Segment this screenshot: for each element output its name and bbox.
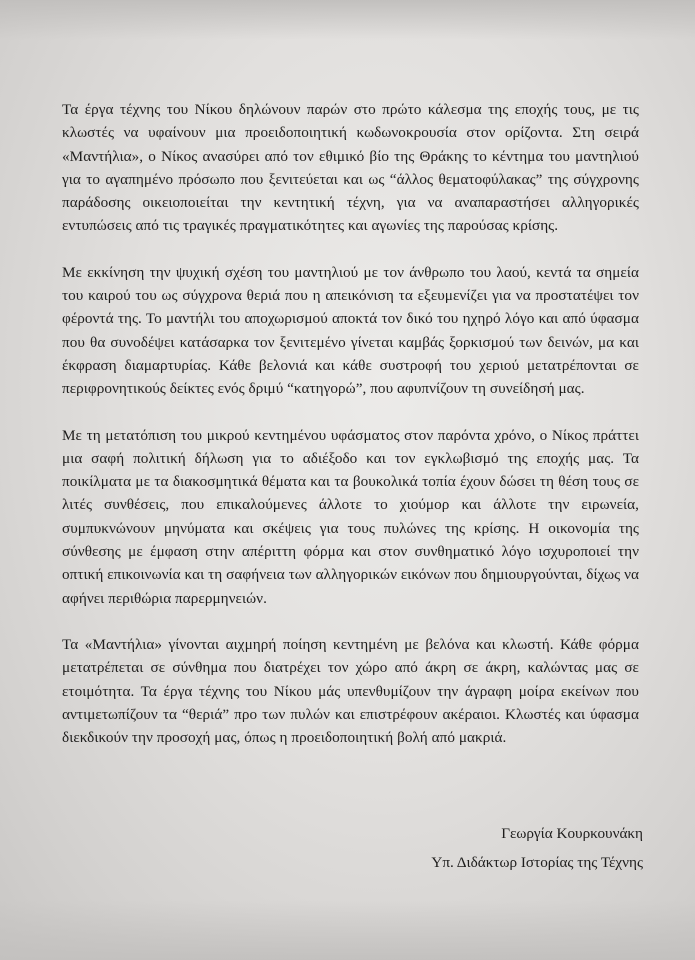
author-name: Γεωργία Κουρκουνάκη [501,825,643,842]
author-title: Υπ. Διδάκτωρ Ιστορίας της Τέχνης [431,854,643,871]
paragraph-2: Με εκκίνηση την ψυχική σχέση του μαντηλιού με τον άνθρωπο του λαού, κεντά τα σημεία του καιρού του ως σύγχρονα θεριά που η απεικόνιση τα εξευμενίζει για να προστατέψει τον φέροντά της. Το μαντήλι του αποχωρισμού αποκτά τον δικό του ηχηρό λόγο και από ύφασμα που θα συνοδέψει κατάσαρκα τον ξενιτεμένο γίνεται καμβάς ξορκισμού των δεινών, μα και έκφραση διαμαρτυρίας. Κάθε βελονιά και κάθε συστροφή του χεριού μετατρέπονται σε περιφρονητικούς δείκτες ενός δριμύ “κατηγορώ”, που αφυπνίζουν τη συνείδησή μας. [62,263,639,398]
signature-block [343,819,643,877]
paragraph-3: Με τη μετατόπιση του μικρού κεντημένου υφάσματος στον παρόντα χρόνο, ο Νίκος πράττει μια σαφή πολιτική δήλωση για το αδιέξοδο και τον εγκλωβισμό της εποχής μας. Τα ποικίλματα με τα διακοσμητικά θέματα και τα βουκολικά τοπία έχουν δώσει τη θέση τους σε λιτές συνθέσεις, που επικαλούμενες άλλοτε το χιούμορ και άλλοτε την ειρωνεία, συμπυκνώνουν μηνύματα και σκέψεις για τους πυλώνες της κρίσης. Η οικονομία της σύνθεσης με έμφαση στην απέριττη φόρμα και στον συνθηματικό λόγο ισχυροποιεί την οπτική επικοινωνία και τη σαφήνεια των αλληγορικών εικόνων που δημιουργούνται, δίχως να αφήνει περιθώρια παρερμηνειών. [62,426,639,607]
paragraph-1: Τα έργα τέχνης του Νίκου δηλώνουν παρών στο πρώτο κάλεσμα της εποχής τους, με τις κλωστές να υφαίνουν μια προειδοποιητική κωδωνοκρουσία στον ορίζοντα. Στη σειρά «Μαντήλια», ο Νίκος ανασύρει από τον εθιμικό βίο της Θράκης το κέντημα του μαντηλιού για το αγαπημένο πρόσωπο που ξενιτεύεται και ως “άλλος θεματοφύλακας” της σύγχρονης παράδοσης οικειοποιείται την κεντητική τέχνη, για να αναπαραστήσει αλληγορικές εντυπώσεις από τις τραγικές πραγματικότητες και αγωνίες της παρούσας κρίσης. [62,101,639,235]
paragraph-4: Τα «Μαντήλια» γίνονται αιχμηρή ποίηση κεντημένη με βελόνα και κλωστή. Κάθε φόρμα μετατρέπεται σε σύνθημα που διατρέχει τον χώρο από άκρη σε άκρη, καλώντας μας σε ετοιμότητα. Τα έργα τέχνης του Νίκου μάς υπενθυμίζουν την άγραφη μοίρα εκείνων που αντιμετωπίζουν τα “θεριά” προ των πυλών και επιστρέφουν ακέραιοι. Κλωστές και ύφασμα διεκδικούν την προσοχή μας, όπως η προειδοποιητική βολή από μακριά. [62,635,639,747]
body-text [62,98,639,772]
